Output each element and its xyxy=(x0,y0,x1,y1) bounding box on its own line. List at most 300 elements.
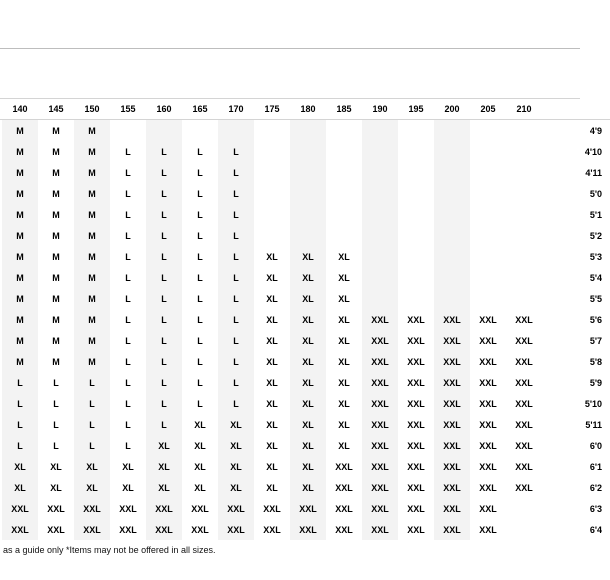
size-cell: XL xyxy=(290,435,326,456)
height-label: 5'11 xyxy=(585,419,602,430)
size-cell: L xyxy=(218,351,254,372)
size-cell: M xyxy=(2,204,38,225)
size-cell: M xyxy=(2,309,38,330)
size-cell xyxy=(254,204,290,225)
size-cell: XL xyxy=(338,440,350,451)
height-label: 6'1 xyxy=(589,461,602,472)
spacer-cell xyxy=(542,267,576,288)
size-cell: L xyxy=(197,314,203,325)
height-label: 5'8 xyxy=(589,356,602,367)
size-cell: XL xyxy=(290,372,326,393)
size-cell: M xyxy=(2,225,38,246)
size-cell: XL xyxy=(290,414,326,435)
size-cell xyxy=(218,120,254,141)
size-cell: XXL xyxy=(362,309,398,330)
size-cell: L xyxy=(146,204,182,225)
size-cell: XL xyxy=(122,482,134,493)
size-cell: XXL xyxy=(119,503,137,514)
size-cell: L xyxy=(197,188,203,199)
size-cell: XL xyxy=(218,435,254,456)
size-cell: XXL xyxy=(407,356,425,367)
height-label: 5'2 xyxy=(589,230,602,241)
size-cell: XXL xyxy=(479,398,497,409)
spacer-cell xyxy=(542,141,576,162)
spacer-cell xyxy=(542,477,576,498)
size-cell: L xyxy=(218,330,254,351)
size-cell: M xyxy=(52,293,60,304)
size-cell: L xyxy=(53,377,59,388)
size-cell: M xyxy=(52,125,60,136)
size-cell: L xyxy=(146,393,182,414)
size-cell: XXL xyxy=(191,524,209,535)
size-chart-table xyxy=(0,98,602,540)
size-cell: L xyxy=(125,209,131,220)
size-cell xyxy=(506,162,542,183)
size-cell: L xyxy=(74,372,110,393)
size-cell: XL xyxy=(146,435,182,456)
size-cell: XL xyxy=(2,456,38,477)
size-cell xyxy=(290,183,326,204)
size-cell xyxy=(434,246,470,267)
size-cell: L xyxy=(125,440,131,451)
size-cell xyxy=(506,267,542,288)
size-cell: M xyxy=(74,351,110,372)
size-cell: M xyxy=(2,120,38,141)
size-cell: M xyxy=(2,162,38,183)
size-cell: XL xyxy=(290,267,326,288)
size-cell: L xyxy=(218,393,254,414)
size-cell: XXL xyxy=(479,524,497,535)
size-cell xyxy=(470,141,506,162)
size-cell: XXL xyxy=(515,356,533,367)
size-cell xyxy=(506,498,542,519)
size-cell: L xyxy=(146,225,182,246)
spacer-cell xyxy=(542,183,576,204)
size-cell: XXL xyxy=(2,498,38,519)
size-cell: M xyxy=(52,356,60,367)
size-cell: M xyxy=(74,267,110,288)
size-cell xyxy=(434,267,470,288)
height-label: 6'2 xyxy=(589,482,602,493)
size-cell xyxy=(506,225,542,246)
size-cell xyxy=(254,225,290,246)
height-label: 4'10 xyxy=(584,146,602,157)
size-cell: XL xyxy=(74,456,110,477)
size-cell: L xyxy=(74,435,110,456)
size-cell: XXL xyxy=(335,524,353,535)
size-cell: XL xyxy=(218,477,254,498)
size-cell: XXL xyxy=(515,419,533,430)
height-label: 6'3 xyxy=(589,503,602,514)
size-cell: XXL xyxy=(434,519,470,540)
size-cell: XL xyxy=(266,335,278,346)
size-cell: L xyxy=(125,356,131,367)
height-label: 5'9 xyxy=(589,377,602,388)
size-cell: L xyxy=(74,414,110,435)
size-cell: XXL xyxy=(119,524,137,535)
size-cell: L xyxy=(197,167,203,178)
size-cell: XL xyxy=(266,440,278,451)
size-cell xyxy=(362,288,398,309)
size-cell: L xyxy=(125,188,131,199)
size-cell: L xyxy=(125,419,131,430)
size-cell: XXL xyxy=(407,482,425,493)
size-cell: XXL xyxy=(515,314,533,325)
size-cell: M xyxy=(2,246,38,267)
height-label: 4'11 xyxy=(585,167,602,178)
size-cell: L xyxy=(125,230,131,241)
size-cell: XXL xyxy=(434,435,470,456)
size-cell: XXL xyxy=(47,503,65,514)
size-cell: XXL xyxy=(479,419,497,430)
size-cell: XXL xyxy=(434,477,470,498)
size-cell: L xyxy=(197,398,203,409)
size-cell xyxy=(398,225,434,246)
size-cell: XXL xyxy=(263,503,281,514)
size-cell xyxy=(506,183,542,204)
size-cell: XXL xyxy=(74,519,110,540)
size-cell: L xyxy=(125,398,131,409)
size-cell: L xyxy=(125,146,131,157)
size-cell: L xyxy=(146,309,182,330)
size-cell: M xyxy=(74,288,110,309)
size-cell: XXL xyxy=(434,309,470,330)
size-cell: XXL xyxy=(362,414,398,435)
size-cell: L xyxy=(197,146,203,157)
spacer-cell xyxy=(542,120,576,141)
size-cell: L xyxy=(125,167,131,178)
size-cell xyxy=(470,162,506,183)
size-cell xyxy=(506,204,542,225)
size-cell xyxy=(434,204,470,225)
size-cell: XL xyxy=(266,293,278,304)
size-cell: L xyxy=(146,183,182,204)
height-label: 6'4 xyxy=(589,524,602,535)
size-cell: XXL xyxy=(407,314,425,325)
size-cell xyxy=(470,288,506,309)
weight-header: 180 xyxy=(290,99,326,120)
size-cell: XXL xyxy=(515,398,533,409)
size-cell: XXL xyxy=(479,356,497,367)
size-cell: M xyxy=(2,183,38,204)
spacer-cell xyxy=(542,204,576,225)
size-cell xyxy=(470,246,506,267)
size-cell xyxy=(362,204,398,225)
size-cell: XXL xyxy=(362,456,398,477)
weight-header: 160 xyxy=(146,99,182,120)
size-cell xyxy=(362,162,398,183)
spacer-cell xyxy=(542,393,576,414)
size-cell: XL xyxy=(290,456,326,477)
size-cell: L xyxy=(197,272,203,283)
size-cell: XXL xyxy=(47,524,65,535)
size-cell: L xyxy=(146,372,182,393)
spacer-cell xyxy=(542,519,576,540)
size-cell: XXL xyxy=(362,330,398,351)
size-cell: M xyxy=(74,120,110,141)
size-cell xyxy=(326,225,362,246)
size-cell xyxy=(398,267,434,288)
size-cell xyxy=(362,141,398,162)
size-cell: XL xyxy=(50,482,62,493)
size-cell: XXL xyxy=(479,314,497,325)
size-cell xyxy=(326,141,362,162)
size-cell: XL xyxy=(194,461,206,472)
size-cell xyxy=(290,162,326,183)
size-cell xyxy=(182,120,218,141)
size-cell xyxy=(470,183,506,204)
size-cell: XL xyxy=(74,477,110,498)
size-cell: XL xyxy=(146,477,182,498)
size-cell: XXL xyxy=(362,477,398,498)
size-cell: XL xyxy=(290,393,326,414)
weight-header: 155 xyxy=(110,99,146,120)
top-divider xyxy=(0,48,580,49)
size-cell: M xyxy=(52,146,60,157)
spacer-cell xyxy=(542,414,576,435)
size-cell: XXL xyxy=(362,393,398,414)
size-cell: XL xyxy=(266,272,278,283)
size-cell xyxy=(398,204,434,225)
size-cell xyxy=(254,141,290,162)
size-cell xyxy=(146,120,182,141)
size-cell: M xyxy=(52,209,60,220)
size-cell: L xyxy=(218,225,254,246)
weight-header: 205 xyxy=(470,99,506,120)
size-cell: XXL xyxy=(479,440,497,451)
footnote-text: as a guide only *Items may not be offered in all sizes. xyxy=(3,545,216,555)
size-cell: XXL xyxy=(407,503,425,514)
size-cell: XXL xyxy=(146,519,182,540)
size-cell: XXL xyxy=(218,498,254,519)
height-header xyxy=(576,99,610,120)
size-cell: XL xyxy=(266,482,278,493)
size-cell: L xyxy=(146,162,182,183)
size-cell: L xyxy=(197,209,203,220)
spacer-cell xyxy=(542,456,576,477)
size-cell: XXL xyxy=(434,351,470,372)
size-cell: XXL xyxy=(407,524,425,535)
size-cell: XXL xyxy=(515,377,533,388)
size-cell xyxy=(362,120,398,141)
height-label: 5'6 xyxy=(589,314,602,325)
height-label: 5'3 xyxy=(589,251,602,262)
size-cell: XXL xyxy=(515,335,533,346)
size-cell: XXL xyxy=(515,482,533,493)
size-cell: L xyxy=(197,230,203,241)
size-cell: XXL xyxy=(434,456,470,477)
size-cell: L xyxy=(218,288,254,309)
size-cell xyxy=(290,120,326,141)
size-cell: XXL xyxy=(362,498,398,519)
spacer-cell xyxy=(542,372,576,393)
size-cell: M xyxy=(52,272,60,283)
size-cell: XL xyxy=(338,377,350,388)
size-cell: L xyxy=(146,267,182,288)
size-cell: L xyxy=(146,414,182,435)
size-cell: XL xyxy=(290,351,326,372)
size-cell: L xyxy=(146,351,182,372)
size-cell xyxy=(326,120,362,141)
size-cell: L xyxy=(218,372,254,393)
size-cell: XL xyxy=(50,461,62,472)
size-cell xyxy=(398,120,434,141)
size-cell: XL xyxy=(266,377,278,388)
size-cell: XXL xyxy=(434,330,470,351)
size-cell xyxy=(398,162,434,183)
size-cell: L xyxy=(2,372,38,393)
size-cell: L xyxy=(125,377,131,388)
size-cell: L xyxy=(197,293,203,304)
weight-header: 190 xyxy=(362,99,398,120)
size-cell: L xyxy=(2,414,38,435)
spacer-cell xyxy=(542,162,576,183)
height-label: 5'1 xyxy=(589,209,602,220)
size-cell: M xyxy=(52,251,60,262)
size-cell: XXL xyxy=(407,335,425,346)
size-cell xyxy=(470,120,506,141)
size-cell: M xyxy=(52,167,60,178)
size-cell xyxy=(434,225,470,246)
size-cell: L xyxy=(146,330,182,351)
size-cell xyxy=(254,120,290,141)
size-cell: XXL xyxy=(362,435,398,456)
size-cell: L xyxy=(197,356,203,367)
size-cell: XXL xyxy=(434,498,470,519)
size-cell: M xyxy=(74,246,110,267)
size-cell: L xyxy=(197,335,203,346)
size-cell: XL xyxy=(2,477,38,498)
size-cell: XL xyxy=(194,440,206,451)
height-label: 5'4 xyxy=(589,272,602,283)
size-cell: M xyxy=(2,267,38,288)
size-cell xyxy=(290,141,326,162)
weight-header: 195 xyxy=(398,99,434,120)
size-cell xyxy=(434,183,470,204)
size-cell: XXL xyxy=(335,503,353,514)
size-cell: XL xyxy=(122,461,134,472)
size-cell: XXL xyxy=(362,351,398,372)
size-cell: M xyxy=(74,330,110,351)
size-cell: XL xyxy=(266,398,278,409)
size-cell xyxy=(470,204,506,225)
size-cell: L xyxy=(218,183,254,204)
size-cell: XXL xyxy=(407,377,425,388)
size-cell: XL xyxy=(218,414,254,435)
size-cell: L xyxy=(2,393,38,414)
size-cell: XXL xyxy=(407,398,425,409)
height-label: 6'0 xyxy=(589,440,602,451)
size-cell: M xyxy=(52,188,60,199)
size-cell: M xyxy=(2,141,38,162)
size-cell: L xyxy=(197,377,203,388)
size-cell xyxy=(434,141,470,162)
size-cell xyxy=(326,204,362,225)
size-cell: L xyxy=(218,309,254,330)
size-cell: XL xyxy=(338,356,350,367)
size-cell xyxy=(398,141,434,162)
weight-header: 145 xyxy=(38,99,74,120)
size-cell: L xyxy=(218,162,254,183)
size-cell xyxy=(470,267,506,288)
weight-header: 185 xyxy=(326,99,362,120)
size-cell: XXL xyxy=(290,519,326,540)
size-cell xyxy=(362,183,398,204)
size-cell: XXL xyxy=(479,377,497,388)
size-cell: XL xyxy=(266,356,278,367)
size-cell: L xyxy=(146,246,182,267)
size-cell xyxy=(110,120,146,141)
size-cell: L xyxy=(218,267,254,288)
size-cell: M xyxy=(2,330,38,351)
size-cell: XXL xyxy=(335,482,353,493)
size-cell: L xyxy=(146,141,182,162)
size-cell: XL xyxy=(266,461,278,472)
weight-header: 165 xyxy=(182,99,218,120)
size-cell: XL xyxy=(194,419,206,430)
size-cell: XXL xyxy=(434,414,470,435)
size-cell: XXL xyxy=(407,440,425,451)
size-cell xyxy=(326,183,362,204)
size-cell: XXL xyxy=(263,524,281,535)
size-cell: L xyxy=(218,246,254,267)
size-cell: L xyxy=(2,435,38,456)
weight-header: 140 xyxy=(2,99,38,120)
size-cell xyxy=(434,120,470,141)
size-cell: XL xyxy=(338,398,350,409)
header-blank xyxy=(542,99,576,120)
spacer-cell xyxy=(542,498,576,519)
weight-header: 175 xyxy=(254,99,290,120)
size-cell: L xyxy=(125,272,131,283)
size-cell xyxy=(362,225,398,246)
size-cell: XL xyxy=(290,288,326,309)
size-cell xyxy=(398,288,434,309)
size-cell: L xyxy=(53,398,59,409)
size-cell: XL xyxy=(290,309,326,330)
size-cell: L xyxy=(125,314,131,325)
weight-header: 170 xyxy=(218,99,254,120)
size-cell: XXL xyxy=(479,503,497,514)
size-cell: XXL xyxy=(362,519,398,540)
size-cell: L xyxy=(146,288,182,309)
size-cell: XL xyxy=(146,456,182,477)
size-cell: XXL xyxy=(479,461,497,472)
height-label: 5'7 xyxy=(589,335,602,346)
size-cell: L xyxy=(74,393,110,414)
size-cell xyxy=(470,225,506,246)
size-cell: XXL xyxy=(515,440,533,451)
weight-header: 210 xyxy=(506,99,542,120)
size-cell xyxy=(362,246,398,267)
size-cell: L xyxy=(125,293,131,304)
size-cell: XL xyxy=(266,419,278,430)
size-cell: M xyxy=(2,288,38,309)
size-cell: XL xyxy=(338,314,350,325)
size-cell xyxy=(326,162,362,183)
size-cell: L xyxy=(197,251,203,262)
size-cell: XL xyxy=(338,419,350,430)
size-cell xyxy=(434,288,470,309)
size-cell: XL xyxy=(290,477,326,498)
size-cell: XXL xyxy=(434,393,470,414)
height-label: 4'9 xyxy=(589,125,602,136)
size-cell xyxy=(506,246,542,267)
height-label: 5'10 xyxy=(584,398,602,409)
size-cell: M xyxy=(74,225,110,246)
size-cell: XL xyxy=(338,251,350,262)
size-cell: XL xyxy=(218,456,254,477)
